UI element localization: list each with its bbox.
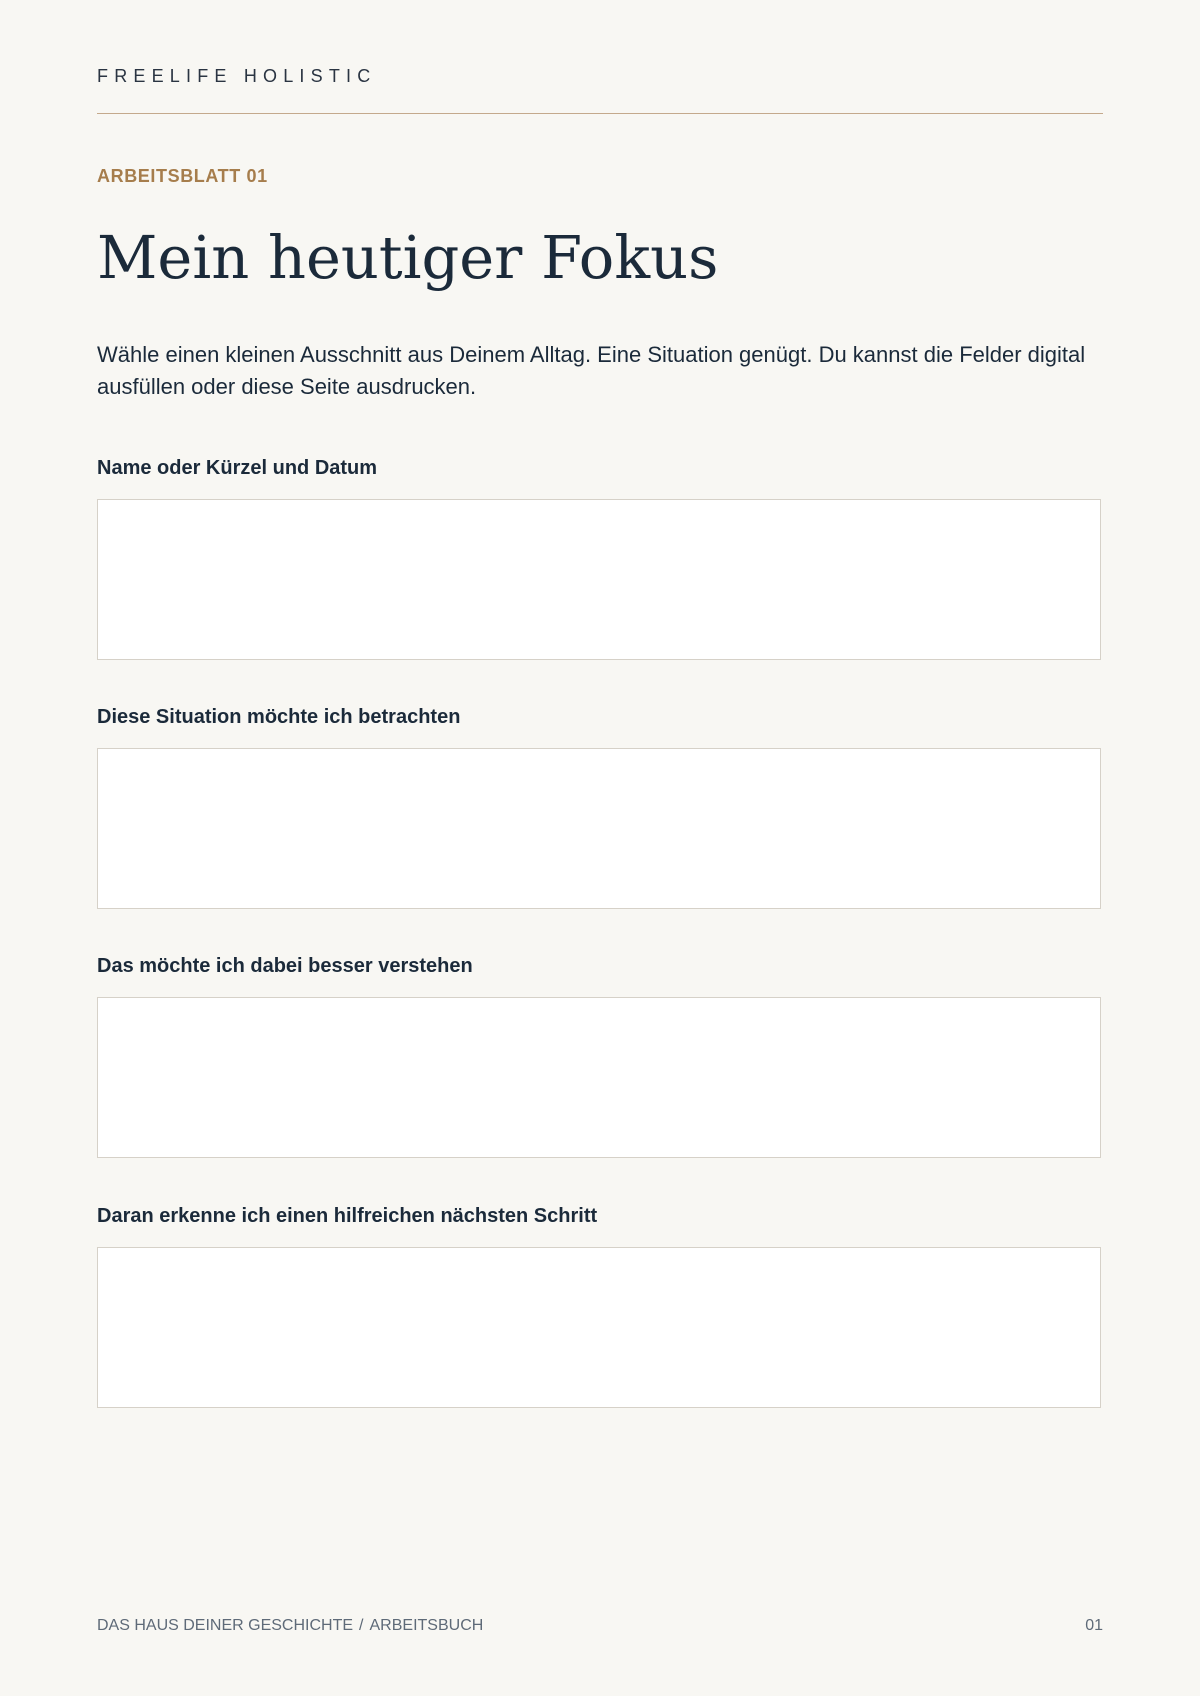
header-divider [97,113,1103,114]
footer-breadcrumb [97,1617,483,1635]
field-label-next-step: Daran erkenne ich einen hilfreichen nächsten Schritt [97,1205,598,1227]
field-label-understand: Das möchte ich dabei besser verstehen [97,955,473,977]
footer-section: ARBEITSBUCH [369,1617,484,1634]
intro-text: Wähle einen kleinen Ausschnitt aus Deinem Alltag. Eine Situation genügt. Du kannst die Felder digital ausfüllen oder diese Seite ausdrucken. [97,342,1086,399]
footer-separator: / [359,1617,364,1634]
field-label-name-date: Name oder Kürzel und Datum [97,457,378,479]
page-title: Mein heutiger Fokus [97,223,719,292]
field-label-situation: Diese Situation möchte ich betrachten [97,706,461,728]
worksheet-page [97,0,1103,1696]
worksheet-number: ARBEITSBLATT 01 [97,166,268,186]
footer-book-title: DAS HAUS DEINER GESCHICHTE [97,1617,354,1634]
page-number: 01 [1085,1617,1103,1634]
understand-field[interactable] [97,997,1101,1158]
brand-name: FREELIFE HOLISTIC [97,66,377,86]
name-date-field[interactable] [97,499,1101,660]
situation-field[interactable] [97,748,1101,909]
next-step-field[interactable] [97,1247,1101,1408]
